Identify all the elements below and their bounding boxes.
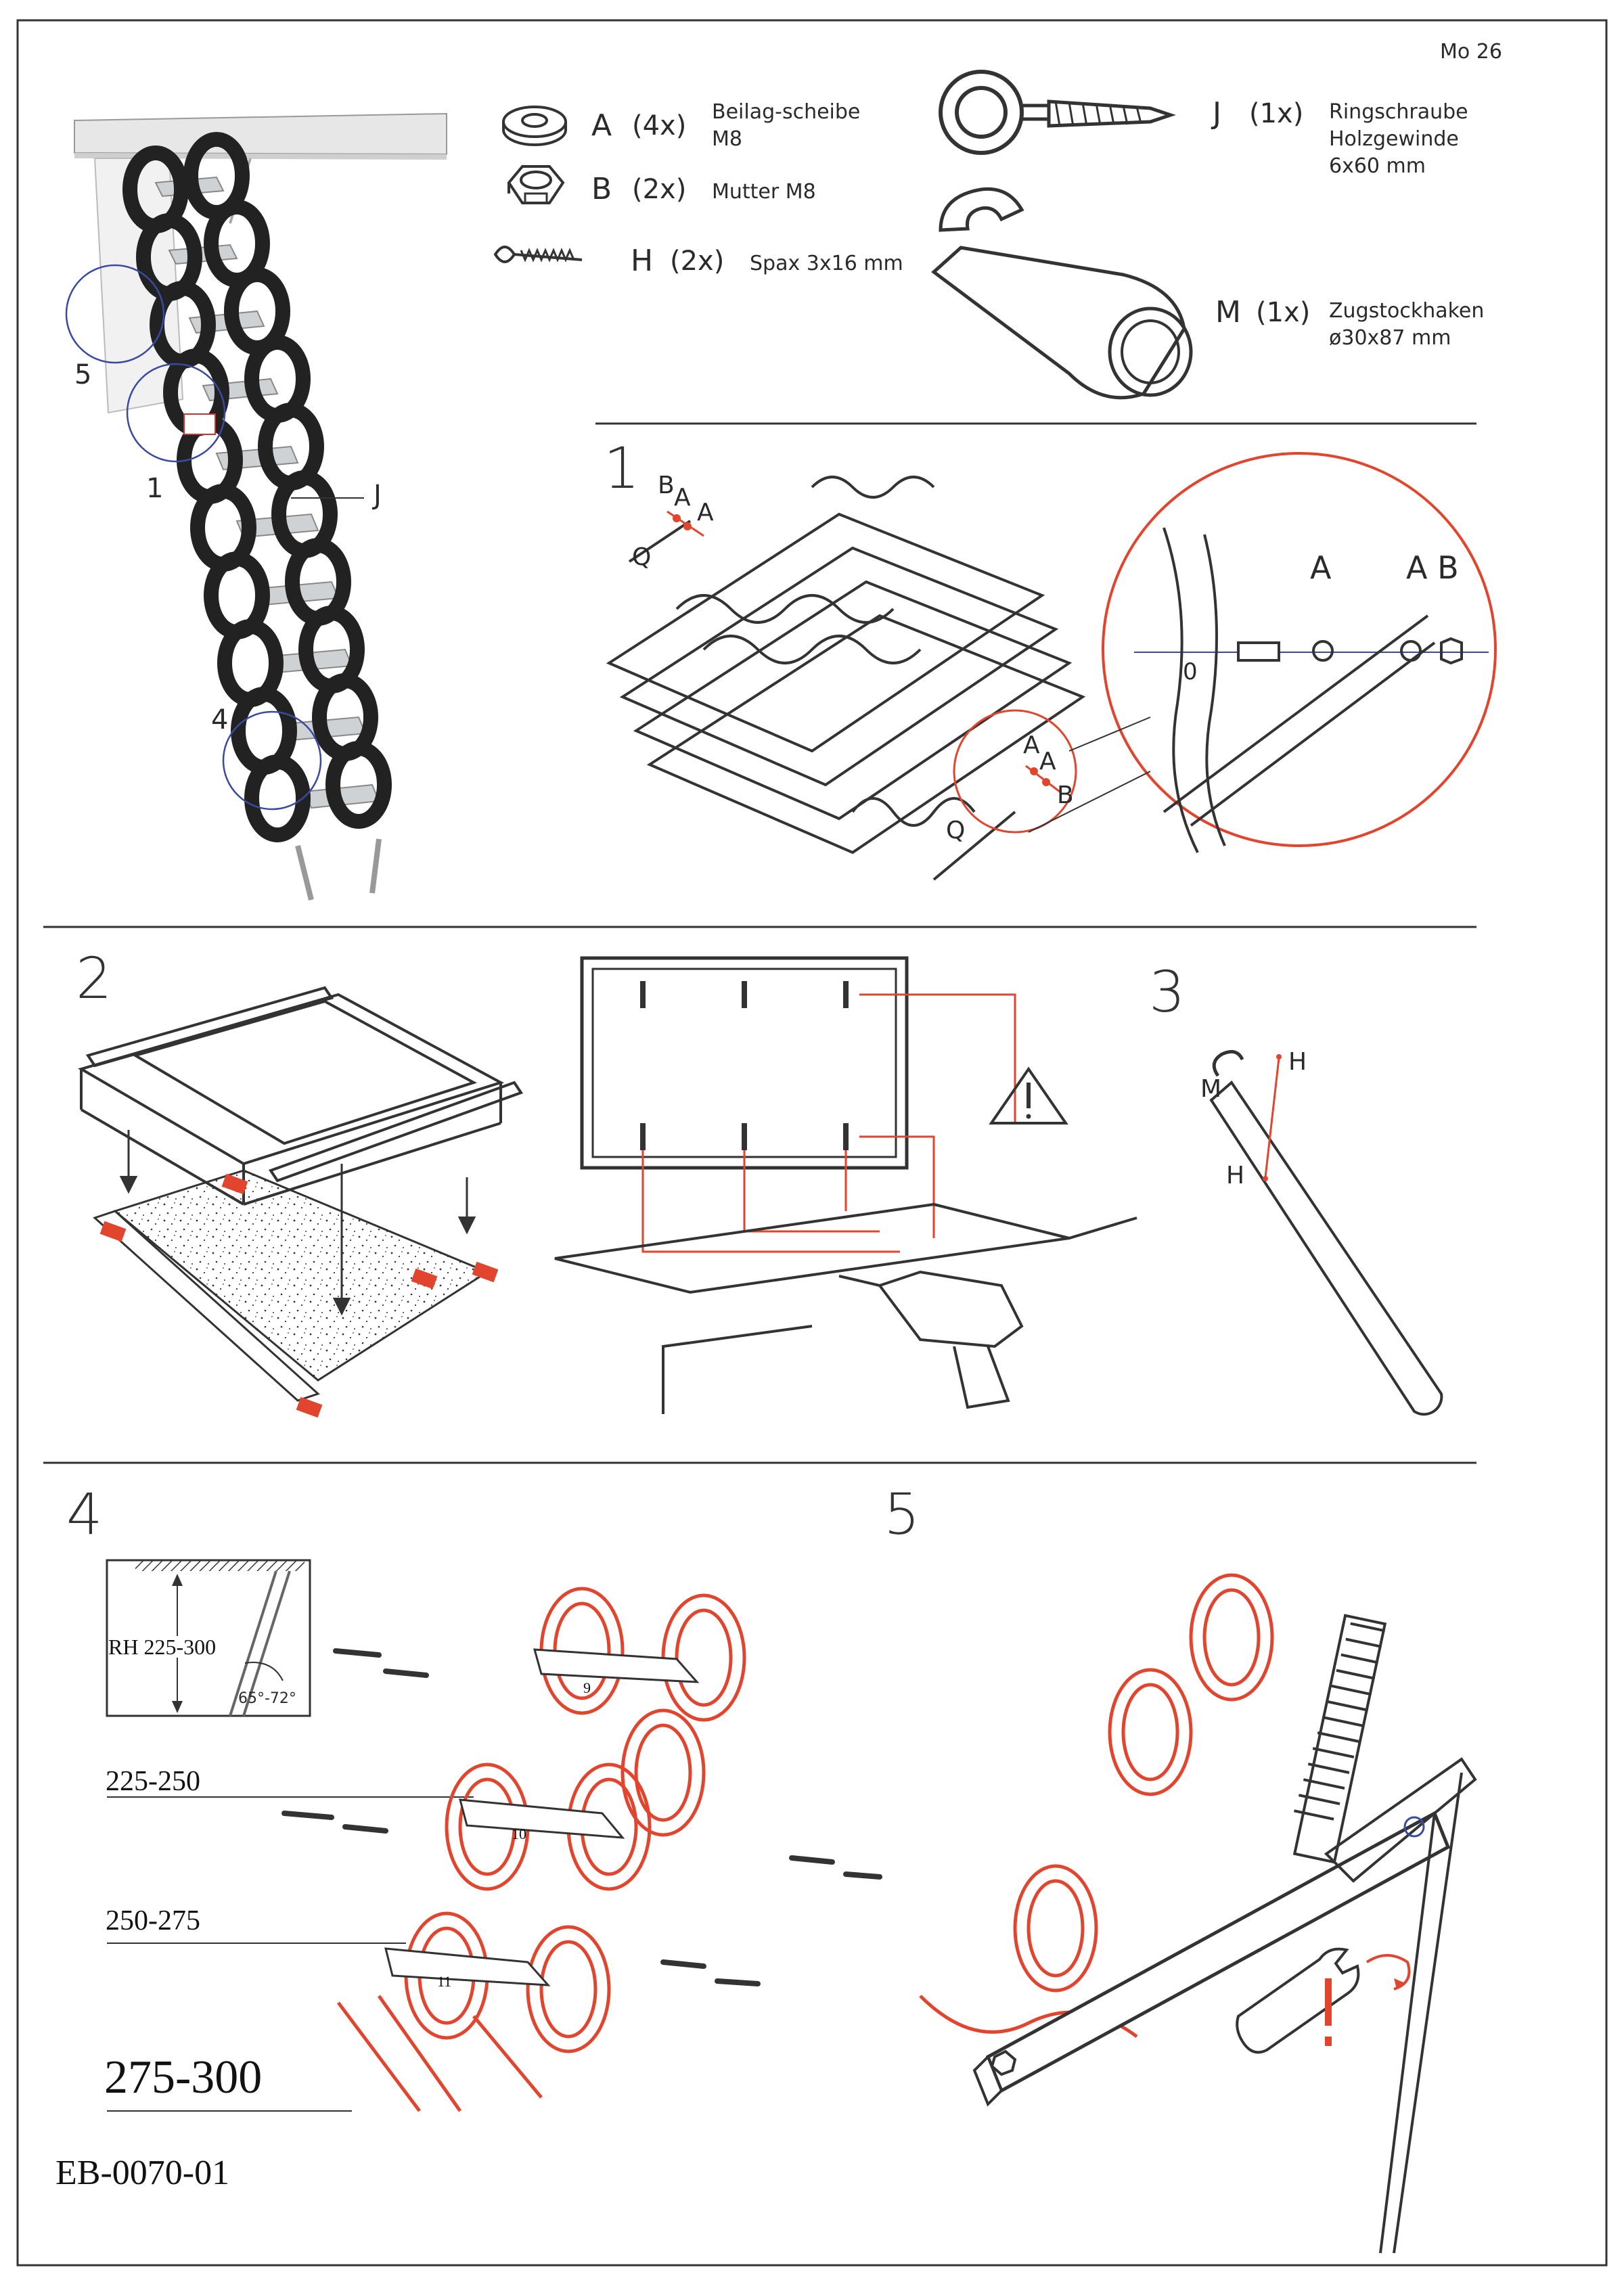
step1-label-a4: A [1039,748,1056,775]
step3-label-m: M [1200,1075,1222,1103]
part-a-count: (4x) [632,110,687,141]
step2-ceiling-hole [95,1171,498,1417]
range-label-275-300: 275-300 [104,2051,263,2104]
detail-label-zero: 0 [1183,658,1198,685]
callout-label-5: 5 [74,359,92,390]
callout-label-1: 1 [146,473,164,504]
part-j-letter: J [1213,96,1221,131]
step2-mounting-diagram [555,958,1137,1414]
step-number-10: 10 [512,1825,526,1842]
part-j-desc: Ringschraube Holzgewinde 6x60 mm [1329,100,1468,178]
step1-folded-ladder [609,477,1083,880]
inset-height-label: RH 225-300 [108,1635,217,1659]
part-b-letter: B [591,172,612,206]
detail-label-ab: A B [1406,549,1459,586]
washer-icon [503,107,566,145]
hex-nut-icon [509,166,563,203]
range-label-225-250: 225-250 [106,1766,200,1797]
ladder-overview-illustration [74,114,447,900]
step1-label-a3: A [1023,731,1040,759]
step-5-number: 5 [884,1481,920,1547]
step1-callout [667,453,1495,853]
callout-label-4: 4 [211,704,229,735]
step1-label-q2: Q [946,817,966,844]
part-b-count: (2x) [632,174,687,205]
step-3-number: 3 [1149,959,1186,1025]
washer-a2-detail [1401,641,1420,660]
step1-label-a1: A [674,484,691,512]
part-h-letter: H [631,244,654,278]
part-m-count: (1x) [1256,297,1311,328]
step-number-11: 11 [437,1973,452,1990]
wrench-icon [1237,1949,1358,2053]
warning-exclamation-mark [1325,1978,1332,2026]
step3-label-h1: H [1288,1048,1307,1076]
detail-label-a: A [1310,549,1332,586]
inset-angle-label: 65°-72° [238,1690,296,1707]
part-b-desc: Mutter M8 [712,180,816,204]
step-number-9: 9 [583,1679,591,1696]
screw-icon [495,247,582,262]
part-a-letter: A [591,108,612,143]
step3-label-h2: H [1226,1162,1245,1189]
step1-label-b2: B [1057,781,1074,809]
step1-label-a2: A [697,499,714,526]
step-2-number: 2 [76,945,112,1012]
step1-label-b: B [658,472,675,499]
eye-screw-icon [941,72,1171,153]
step-1-number: 1 [604,435,640,501]
page-code: Mo 26 [1440,40,1502,64]
part-j-count: (1x) [1249,98,1304,129]
range-label-250-275: 250-275 [106,1905,200,1936]
part-h-count: (2x) [670,246,725,277]
nut-b-detail [1441,639,1462,663]
step5-hinge-detail [920,1575,1475,2253]
part-m-letter: M [1215,295,1241,330]
pole-hook-icon [934,189,1191,397]
document-id: EB-0070-01 [55,2154,230,2192]
step3-pole-hook [1211,1048,1441,1414]
step4-ladder-section [284,1589,880,2111]
step1-label-q1: Q [632,543,652,571]
washer-a-detail [1313,641,1332,660]
drill-icon [839,1272,1022,1407]
step-4-number: 4 [66,1481,103,1547]
part-a-desc: Beilag-scheibe M8 [712,100,861,151]
callout-label-j: J [374,480,382,511]
part-h-desc: Spax 3x16 mm [750,252,903,275]
part-m-desc: Zugstockhaken ø30x87 mm [1329,299,1485,350]
